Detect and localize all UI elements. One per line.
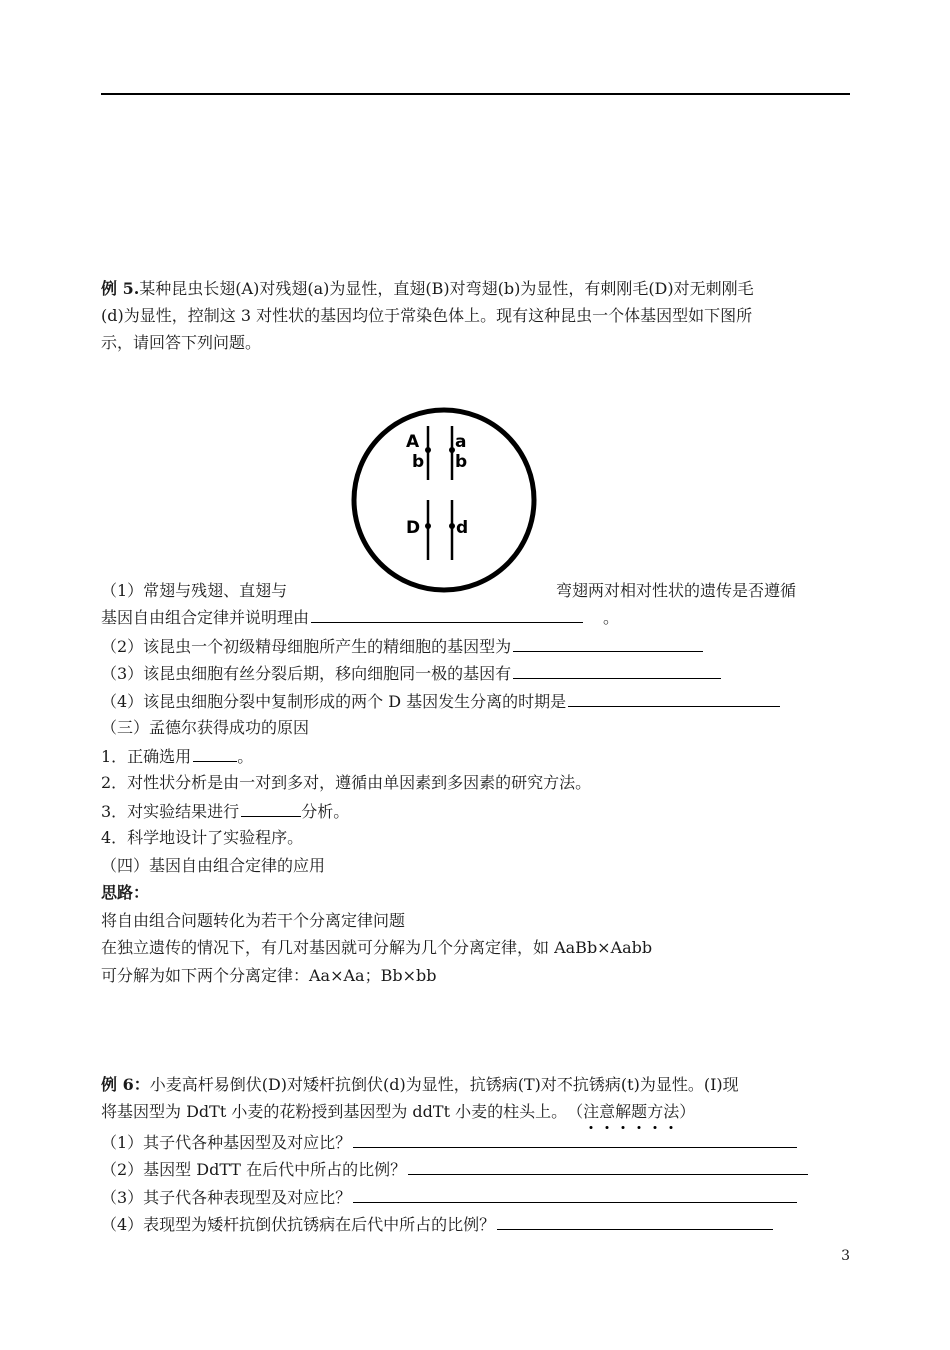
answer-blank-ex6-q2[interactable]	[408, 1158, 808, 1175]
ex5-q3: （3）该昆虫细胞有丝分裂后期，移向细胞同一极的基因有	[101, 662, 721, 685]
thinking-line2: 在独立遗传的情况下，有几对基因就可分解为几个分离定律，如 AaBb×Aabb	[101, 938, 653, 957]
centromere-lower-left	[425, 523, 431, 529]
emphasis-char: 解	[615, 1102, 632, 1121]
thinking-label: 思路：	[101, 883, 150, 902]
answer-blank-q2[interactable]	[513, 635, 703, 652]
ex5-q4: （4）该昆虫细胞分裂中复制形成的两个 D 基因发生分离的时期是	[101, 690, 780, 713]
emphasis-char: 方	[647, 1102, 664, 1121]
ex5-q2: （2）该昆虫一个初级精母细胞所产生的精细胞的基因型为	[101, 635, 703, 658]
ex6-q2: （2）基因型 DdTT 在后代中所占的比例？	[101, 1158, 808, 1181]
ex5-line3: 示，请回答下列问题。	[101, 333, 262, 352]
section3-item3: 3．对实验结果进行 分析。	[101, 802, 350, 821]
answer-blank-item3[interactable]	[241, 800, 301, 817]
centromere-lower-right	[449, 523, 455, 529]
ex5-line1: 例 5.某种昆虫长翅(A)对残翅(a)为显性，直翅(B)对弯翅(b)为显性，有刺刚毛(D)对无刺刚毛	[101, 279, 754, 298]
answer-blank-ex6-q3[interactable]	[353, 1186, 797, 1203]
page-number: 3	[841, 1248, 850, 1264]
ex6-line1: 例 6：小麦高杆易倒伏(D)对矮杆抗倒伏(d)为显性，抗锈病(T)对不抗锈病(t)为显性。(Ⅰ)现	[101, 1075, 739, 1094]
method-note	[583, 1102, 679, 1121]
allele-b-left: b	[412, 452, 425, 472]
allele-A: A	[406, 432, 420, 452]
emphasis-char: 注	[583, 1102, 600, 1121]
answer-blank-q4[interactable]	[568, 690, 780, 707]
section3-item2: 2．对性状分析是由一对到多对，遵循由单因素到多因素的研究方法。	[101, 773, 592, 792]
centromere-upper-left	[425, 447, 431, 453]
thinking-line1: 将自由组合问题转化为若干个分离定律问题	[101, 911, 406, 930]
answer-blank-ex6-q4[interactable]	[497, 1213, 773, 1230]
allele-D: D	[406, 518, 421, 538]
ex5-q1-line1b: 弯翅两对相对性状的遗传是否遵循	[556, 581, 797, 600]
emphasis-char: 意	[599, 1102, 616, 1121]
answer-blank-q3[interactable]	[513, 662, 721, 679]
emphasis-char: 题	[631, 1102, 648, 1121]
ex6-q1: （1）其子代各种基因型及对应比？	[101, 1131, 797, 1154]
ex5-q1-line2: 基因自由组合定律并说明理由 。	[101, 608, 620, 627]
answer-blank-item1[interactable]	[193, 745, 237, 762]
ex6-label: 例 6：	[101, 1075, 150, 1094]
answer-blank-q1[interactable]	[311, 606, 583, 623]
section3-item4: 4．科学地设计了实验程序。	[101, 828, 304, 847]
allele-d: d	[456, 518, 469, 538]
ex6-q3: （3）其子代各种表现型及对应比？	[101, 1186, 797, 1209]
section3-title: （三）孟德尔获得成功的原因	[101, 718, 310, 737]
thinking-line3: 可分解为如下两个分离定律：Aa×Aa；Bb×bb	[101, 966, 437, 985]
chromosome-figure	[348, 404, 540, 596]
header-rule	[101, 93, 850, 95]
section4-title: （四）基因自由组合定律的应用	[101, 856, 326, 875]
ex5-label: 例 5.	[101, 279, 140, 298]
answer-blank-ex6-q1[interactable]	[353, 1131, 797, 1148]
cell-outline	[354, 410, 534, 590]
ex6-line2: 将基因型为 DdTt 小麦的花粉授到基因型为 ddTt 小麦的柱头上。 （注意解题方法）	[101, 1102, 696, 1121]
ex5-line2: (d)为显性，控制这 3 对性状的基因均位于常染色体上。现有这种昆虫一个体基因型如下图所	[101, 306, 753, 325]
allele-b-right: b	[455, 452, 468, 472]
ex5-q1-line1: （1）常翅与残翅、直翅与	[101, 581, 288, 600]
emphasis-char: 法	[663, 1102, 680, 1121]
section3-item1: 1．正确选用 。	[101, 747, 254, 766]
allele-a: a	[455, 432, 467, 452]
ex6-q4: （4）表现型为矮杆抗倒伏抗锈病在后代中所占的比例？	[101, 1213, 773, 1236]
